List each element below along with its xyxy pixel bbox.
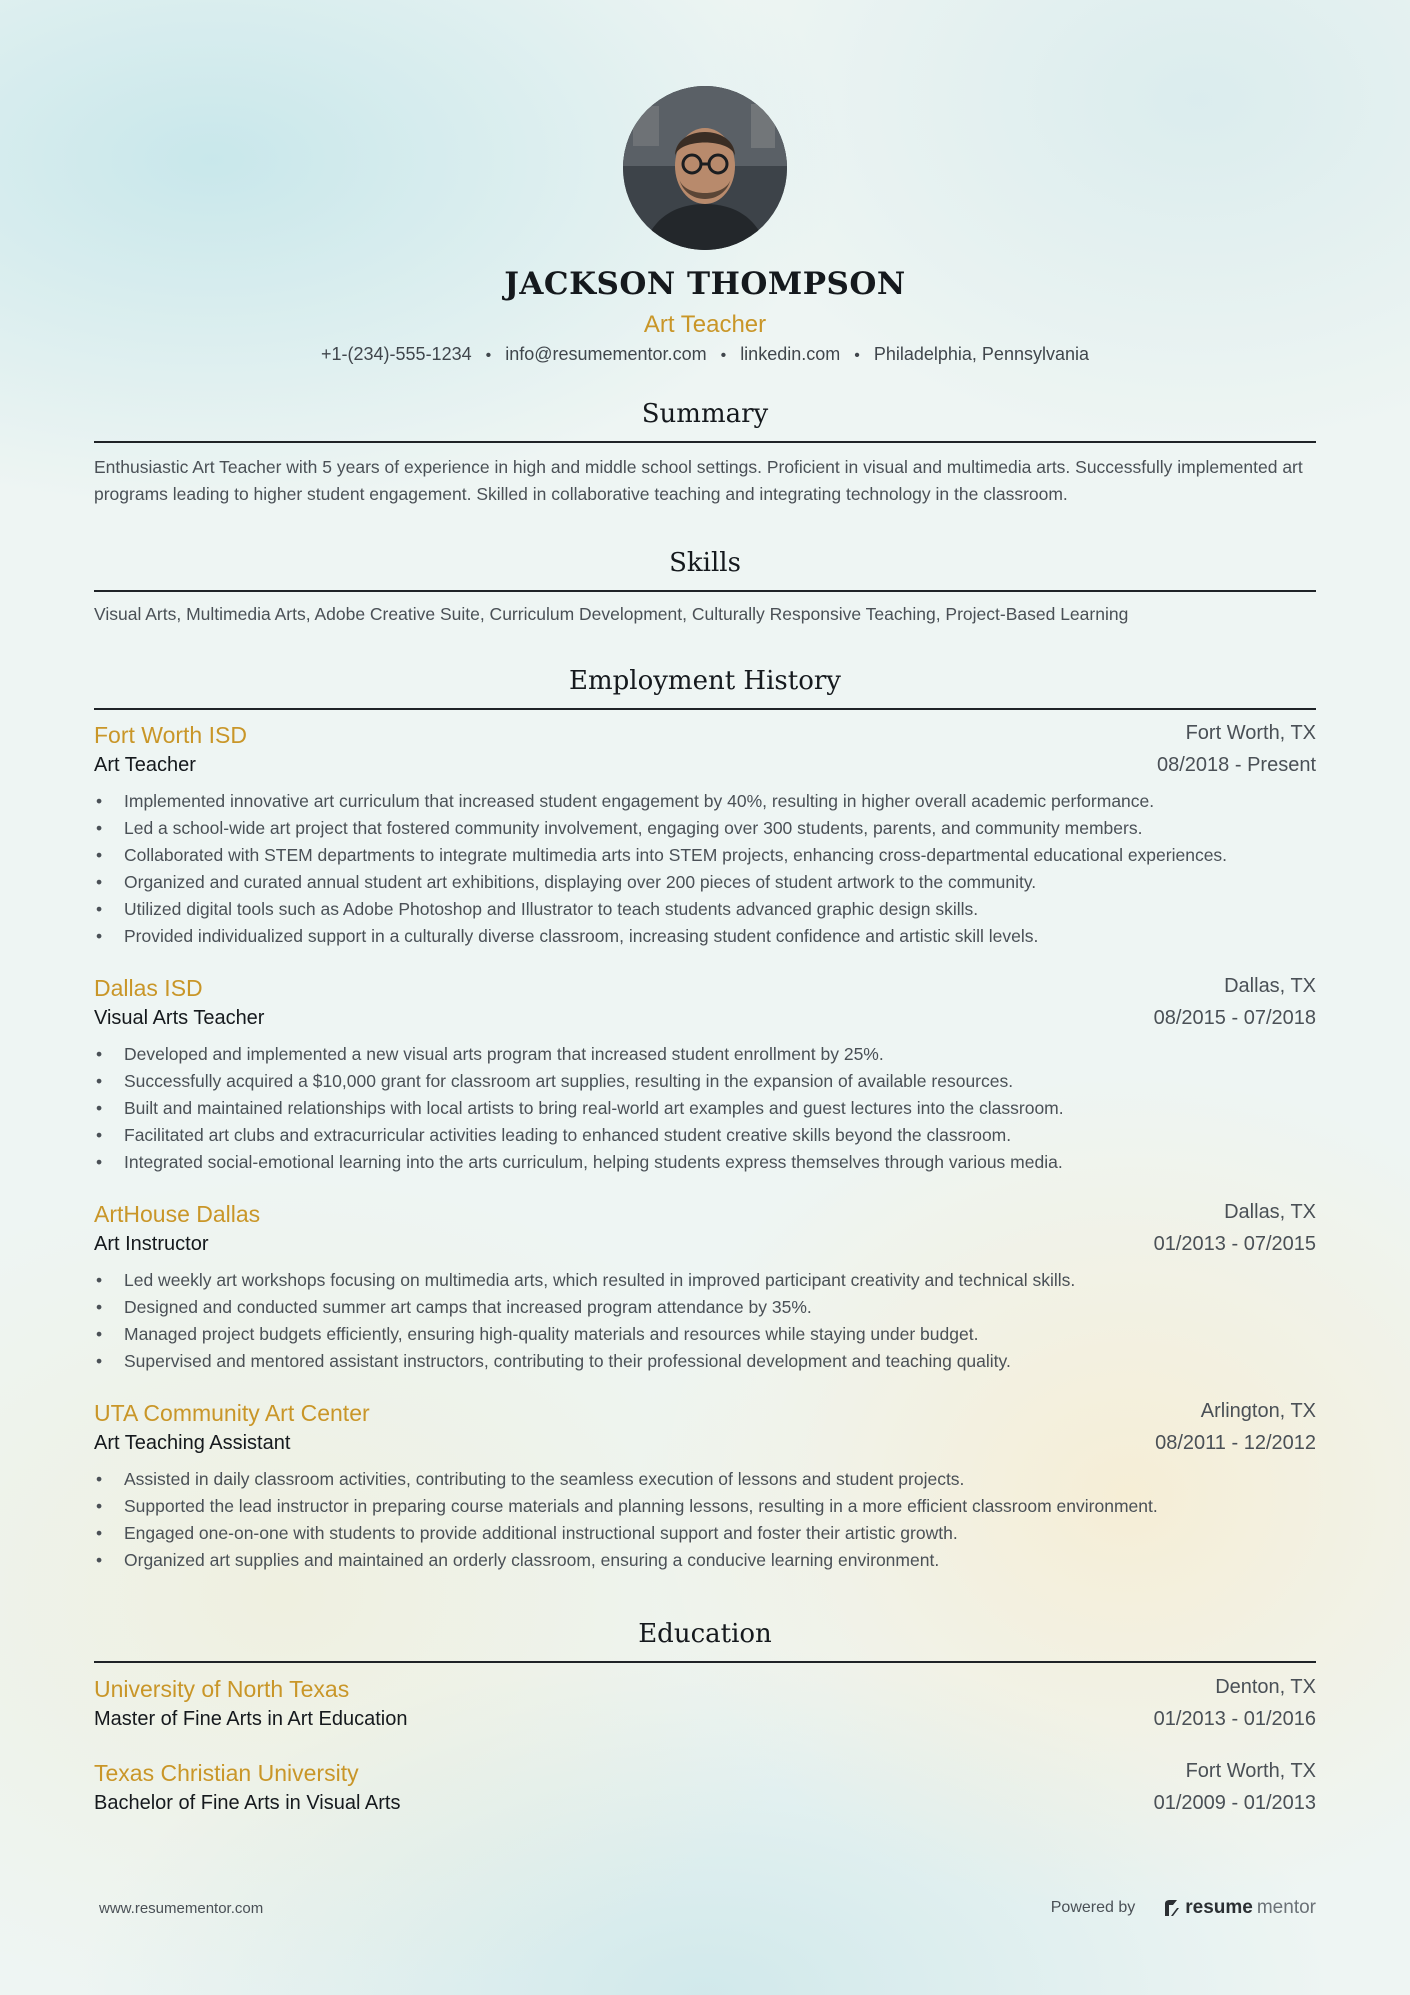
contact-linkedin[interactable]: linkedin.com	[740, 344, 841, 364]
job-dates: 08/2018 - Present	[1157, 754, 1316, 776]
job-entry	[94, 1400, 1316, 1574]
education-heading: Education	[638, 1619, 772, 1649]
bullet-separator: •	[720, 347, 727, 364]
job-bullet: • Supervised and mentored assistant instructors, contributing to their professional development and teaching quality.	[94, 1348, 1316, 1375]
job-title: Art Teacher	[94, 754, 196, 776]
summary-text: Enthusiastic Art Teacher with 5 years of experience in high and middle school settings. Proficient in visual and multimedia arts. Successfully implemented art programs leading to higher student engagement. Skilled in collaborative teaching and integrating technology in the classroom.	[94, 457, 1303, 504]
education-location: Denton, TX	[1215, 1676, 1316, 1698]
job-bullet: • Assisted in daily classroom activities, contributing to the seamless execution of lessons and student projects.	[94, 1466, 1316, 1493]
summary-heading: Summary	[641, 399, 769, 429]
education-dates: 01/2009 - 01/2013	[1153, 1792, 1316, 1814]
job-entry	[94, 975, 1316, 1176]
job-company: UTA Community Art Center	[94, 1400, 370, 1426]
job-location: Dallas, TX	[1224, 975, 1316, 997]
job-bullet: • Integrated social-emotional learning into the arts curriculum, helping students express themselves through various media.	[94, 1149, 1316, 1176]
brand-logo-icon	[1163, 1898, 1181, 1918]
job-bullet: • Organized art supplies and maintained an orderly classroom, ensuring a conducive learning environment.	[94, 1547, 1316, 1574]
education-entry	[94, 1760, 1316, 1824]
job-bullet: • Led a school-wide art project that fostered community involvement, engaging over 300 students, parents, and community members.	[94, 815, 1316, 842]
job-bullets	[94, 1466, 1316, 1574]
job-dates: 08/2011 - 12/2012	[1155, 1432, 1316, 1454]
bullet-separator: •	[485, 347, 492, 364]
job-bullet: • Supported the lead instructor in preparing course materials and planning lessons, resulting in a more efficient classroom environment.	[94, 1493, 1316, 1520]
candidate-name: JACKSON THOMPSON	[504, 266, 906, 302]
job-company: ArtHouse Dallas	[94, 1201, 261, 1227]
contact-line	[94, 344, 1316, 365]
job-dates: 08/2015 - 07/2018	[1153, 1007, 1316, 1029]
job-bullet: • Collaborated with STEM departments to integrate multimedia arts into STEM projects, enhancing cross-departmental educational experiences.	[94, 842, 1316, 869]
job-company: Dallas ISD	[94, 975, 203, 1001]
education-location: Fort Worth, TX	[1185, 1760, 1316, 1782]
brand-name-part1: resume	[1185, 1897, 1253, 1918]
job-bullet: • Provided individualized support in a culturally diverse classroom, increasing student confidence and artistic skill levels.	[94, 923, 1316, 950]
job-bullet: • Implemented innovative art curriculum that increased student engagement by 40%, resulting in higher overall academic performance.	[94, 788, 1316, 815]
job-bullets	[94, 1041, 1316, 1176]
contact-phone: +1-(234)-555-1234	[321, 344, 472, 364]
education-degree: Bachelor of Fine Arts in Visual Arts	[94, 1792, 401, 1814]
contact-location: Philadelphia, Pennsylvania	[873, 344, 1089, 364]
skills-divider	[94, 590, 1316, 592]
education-divider	[94, 1661, 1316, 1663]
job-bullet: • Utilized digital tools such as Adobe Photoshop and Illustrator to teach students advanced graphic design skills.	[94, 896, 1316, 923]
education-school: Texas Christian University	[94, 1760, 359, 1786]
job-bullet: • Built and maintained relationships with local artists to bring real-world art examples and guest lectures into the classroom.	[94, 1095, 1316, 1122]
job-location: Arlington, TX	[1200, 1400, 1316, 1422]
bullet-separator: •	[854, 347, 860, 364]
summary-divider	[94, 441, 1316, 443]
brand-logo[interactable]	[1163, 1897, 1316, 1919]
job-bullets	[94, 788, 1316, 950]
job-bullet: • Developed and implemented a new visual arts program that increased student enrollment by 25%.	[94, 1041, 1316, 1068]
job-bullet: • Organized and curated annual student art exhibitions, displaying over 200 pieces of student artwork to the community.	[94, 869, 1316, 896]
job-bullet: • Led weekly art workshops focusing on multimedia arts, which resulted in improved participant creativity and technical skills.	[94, 1267, 1316, 1294]
job-bullet: • Facilitated art clubs and extracurricular activities leading to enhanced student creative skills beyond the classroom.	[94, 1122, 1316, 1149]
employment-divider	[94, 708, 1316, 710]
skills-heading: Skills	[669, 548, 741, 578]
job-entry	[94, 722, 1316, 950]
contact-email[interactable]: info@resumementor.com	[505, 344, 707, 364]
education-dates: 01/2013 - 01/2016	[1153, 1708, 1316, 1730]
job-bullets	[94, 1267, 1316, 1375]
job-location: Dallas, TX	[1224, 1201, 1316, 1223]
job-title: Art Teaching Assistant	[94, 1432, 291, 1454]
footer-website[interactable]: www.resumementor.com	[99, 1900, 264, 1917]
job-bullet: • Designed and conducted summer art camps that increased program attendance by 35%.	[94, 1294, 1316, 1321]
footer-powered-by	[1051, 1896, 1316, 1920]
profile-photo	[623, 86, 787, 250]
job-company: Fort Worth ISD	[94, 722, 247, 748]
job-dates: 01/2013 - 07/2015	[1153, 1233, 1316, 1255]
profile-photo-image	[623, 86, 787, 250]
job-bullet: • Successfully acquired a $10,000 grant for classroom art supplies, resulting in the expansion of available resources.	[94, 1068, 1316, 1095]
skills-text: Visual Arts, Multimedia Arts, Adobe Creative Suite, Curriculum Development, Culturally Responsive Teaching, Project-Based Learning	[94, 604, 1129, 624]
job-title: Art Instructor	[94, 1233, 209, 1255]
job-location: Fort Worth, TX	[1185, 722, 1316, 744]
job-title: Visual Arts Teacher	[94, 1007, 265, 1029]
education-school: University of North Texas	[94, 1676, 350, 1702]
employment-heading: Employment History	[569, 666, 841, 696]
candidate-role: Art Teacher	[643, 311, 767, 338]
job-bullet: • Managed project budgets efficiently, ensuring high-quality materials and resources while staying under budget.	[94, 1321, 1316, 1348]
powered-by-label: Powered by	[1050, 1899, 1136, 1916]
education-entry	[94, 1676, 1316, 1740]
job-entry	[94, 1201, 1316, 1375]
education-degree: Master of Fine Arts in Art Education	[94, 1708, 408, 1730]
brand-name-part2: mentor	[1256, 1897, 1316, 1918]
job-bullet: • Engaged one-on-one with students to provide additional instructional support and foster their artistic growth.	[94, 1520, 1316, 1547]
